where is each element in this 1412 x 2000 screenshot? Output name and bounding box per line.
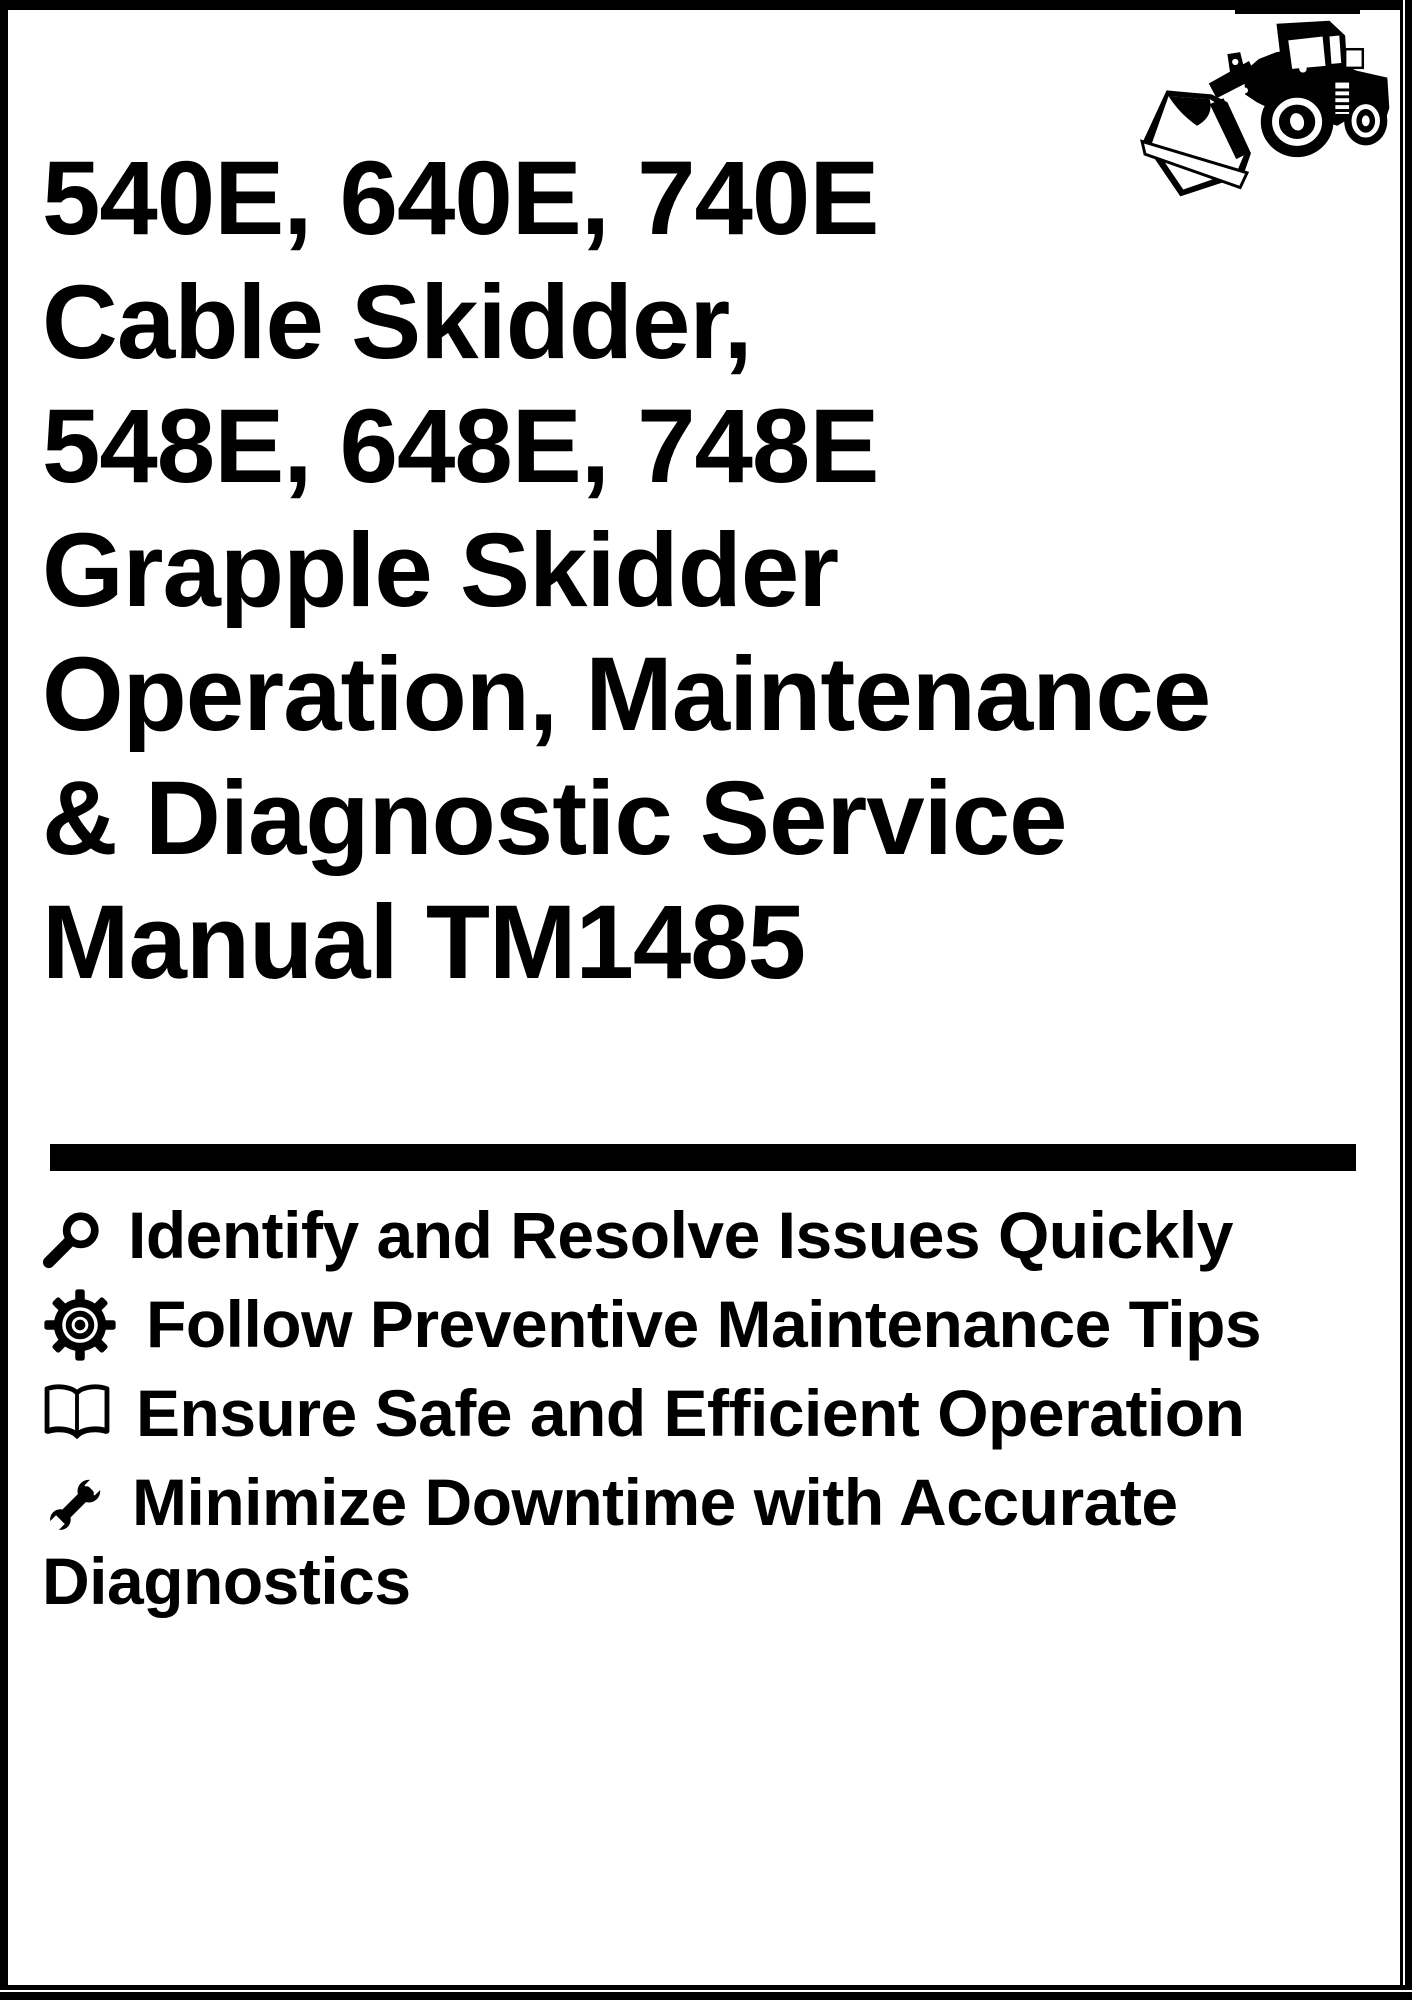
- feature-list: [42, 1196, 1342, 1631]
- title-line: Grapple Skidder: [42, 512, 839, 630]
- feature-item: [42, 1196, 1342, 1275]
- open-book-icon: [42, 1383, 112, 1441]
- title-line: & Diagnostic Service: [42, 760, 1067, 878]
- gear-icon: [42, 1287, 118, 1363]
- feature-item: [42, 1374, 1342, 1453]
- divider-rule: [50, 1144, 1356, 1171]
- title-line: 540E, 640E, 740E: [42, 140, 879, 258]
- title-line: Operation, Maintenance: [42, 636, 1211, 754]
- feature-item: [42, 1463, 1342, 1621]
- feature-item: [42, 1285, 1342, 1364]
- magnifier-icon: [42, 1208, 104, 1270]
- title-line: Manual TM1485: [42, 884, 806, 1002]
- feature-text: Ensure Safe and Efficient Operation: [136, 1376, 1245, 1450]
- page-border-left: [0, 0, 8, 2000]
- page-border-right: [1400, 0, 1412, 2000]
- title-line: Cable Skidder,: [42, 264, 752, 382]
- page-border-bottom: [0, 1985, 1412, 2000]
- title-line: 548E, 648E, 748E: [42, 388, 879, 506]
- manual-title: [42, 137, 1372, 1005]
- feature-text: Follow Preventive Maintenance Tips: [146, 1287, 1262, 1361]
- feature-text: Identify and Resolve Issues Quickly: [128, 1198, 1233, 1272]
- feature-text: Minimize Downtime with Accurate Diagnostics: [42, 1465, 1178, 1618]
- wrench-icon: [42, 1472, 108, 1538]
